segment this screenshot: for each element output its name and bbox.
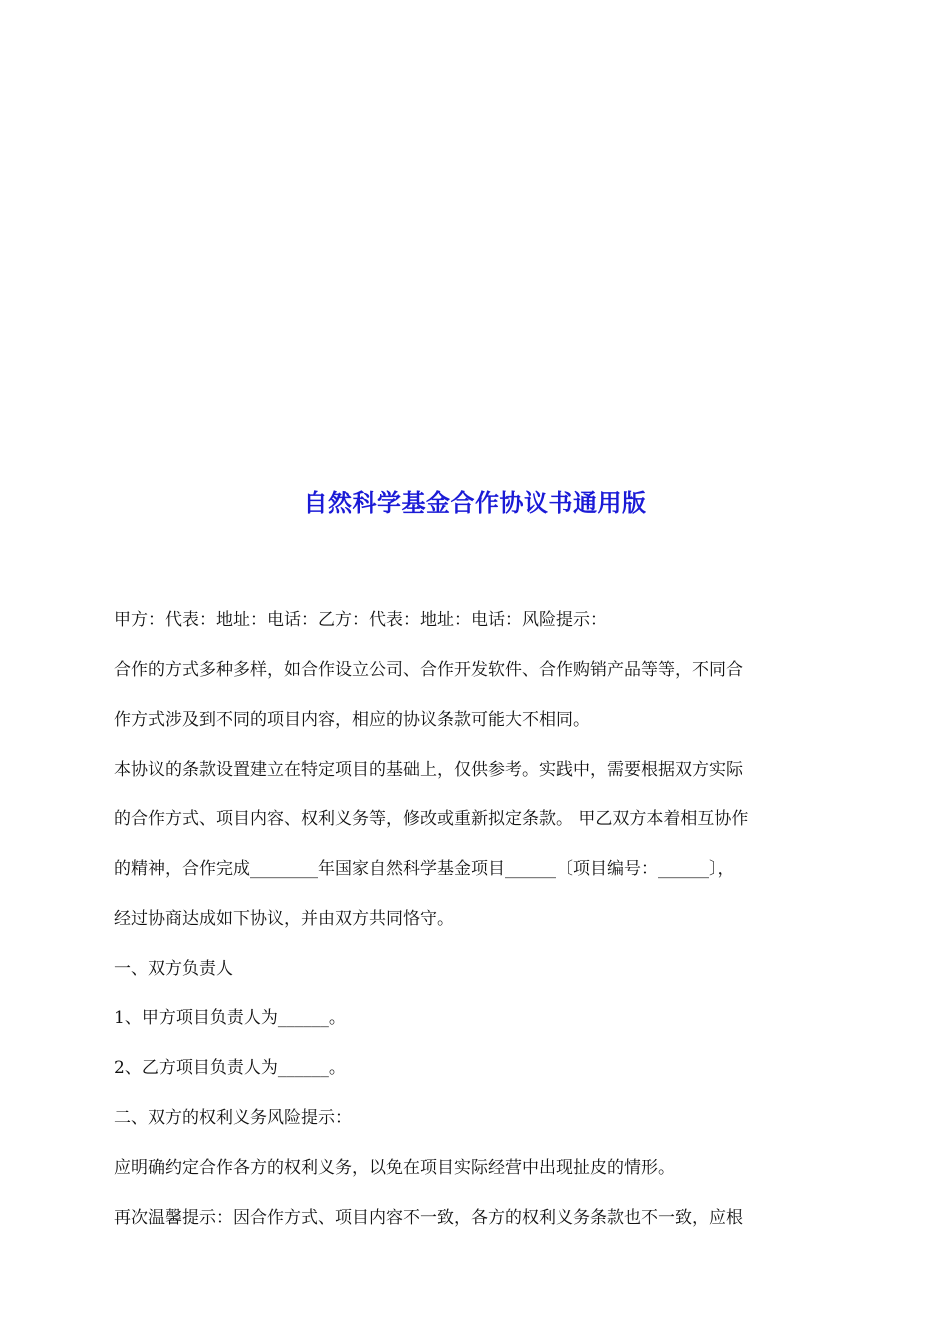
paragraph-line: 再次温馨提示：因合作方式、项目内容不一致，各方的权利义务条款也不一致，应根 <box>114 1208 743 1228</box>
section-heading: 一、双方负责人 <box>114 959 233 979</box>
clause-item: 1、甲方项目负责人为______。 <box>114 1008 346 1028</box>
paragraph-line: 经过协商达成如下协议，并由双方共同恪守。 <box>114 909 454 929</box>
paragraph-line: 本协议的条款设置建立在特定项目的基础上，仅供参考。实践中，需要根据双方实际 <box>114 760 743 780</box>
paragraph-line: 作方式涉及到不同的项目内容，相应的协议条款可能大不相同。 <box>114 710 590 730</box>
paragraph-line: 的合作方式、项目内容、权利义务等，修改或重新拟定条款。 甲乙双方本着相互协作 <box>114 809 749 829</box>
paragraph-line: 的精神，合作完成________年国家自然科学基金项目______〔项目编号：______〕， <box>114 859 735 879</box>
document-title: 自然科学基金合作协议书通用版 <box>303 488 647 517</box>
parties-line: 甲方：代表：地址：电话：乙方：代表：地址：电话：风险提示： <box>114 610 607 630</box>
clause-item: 2、乙方项目负责人为______。 <box>114 1058 346 1078</box>
section-heading: 二、双方的权利义务风险提示： <box>114 1108 352 1128</box>
paragraph-line: 合作的方式多种多样，如合作设立公司、合作开发软件、合作购销产品等等，不同合 <box>114 660 743 680</box>
paragraph-line: 应明确约定合作各方的权利义务，以免在项目实际经营中出现扯皮的情形。 <box>114 1158 675 1178</box>
